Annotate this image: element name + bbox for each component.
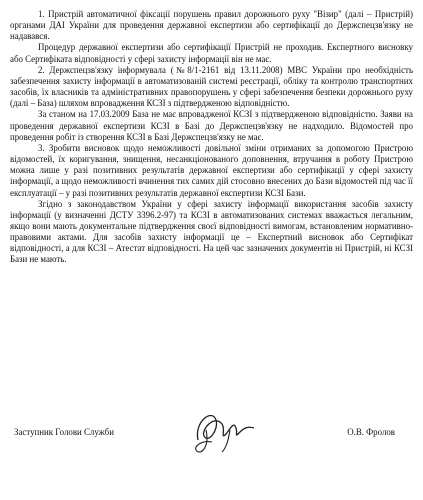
paragraph-6: Згідно з законодавством України у сфері захисту інформації використання засобів захисту інформації (у визначенні ДСТУ 3396.2-97) та КСЗІ в автоматизованих системах вважається легальним, якщо вони мають документальне підтвердження своєї відповідності вимогам, встановленим нормативно-правовими актами. Для засобів захисту інформації це – Експертний висновок або Сертифікат відповідності, а для КСЗІ – Атестат відповідності. На цей час зазначених документів ні Пристрій, ні КСЗІ Бази не мають. <box>10 198 413 265</box>
paragraph-4: За станом на 17.03.2009 База не має впровадженої КСЗІ з підтвердженою відповідністю. Заяви на проведення державної експертизи КСЗІ в Базі до Держспецзв'язку не надходило. Відомостей про проведення робіт із створення КСЗІ в Базі Держспецзв'язку не має. <box>10 109 413 142</box>
paragraph-5: 3. Зробити висновок щодо неможливості довільної зміни отриманих за допомогою Пристрою відомостей, їх коригування, знищення, несанкціонованого доповнення, втручання в роботу Пристрою можна лише у разі позитивних результатів державної експертизи або сертифікації у сфері захисту інформації, а щодо неможливості вчинення тих самих дій стосовно внесених до Бази відомостей під час її експлуатації – у разі позитивних результатів державної експертизи КСЗІ Бази. <box>10 142 413 198</box>
paragraph-1: 1. Пристрій автоматичної фіксації порушень правил дорожнього руху "Візир" (далі – Пристрій) органами ДАІ України для проведення державної експертизи або сертифікації до Держспецзв'язку не надавався. <box>10 9 413 42</box>
signer-name: О.В. Фролов <box>347 427 395 437</box>
paragraph-2: Процедур державної експертизи або сертифікації Пристрій не проходив. Експертного висновку або Сертифіката відповідності у сфері захисту інформації він не має. <box>10 42 413 64</box>
signer-title: Заступник Голови Служби <box>14 427 114 437</box>
paragraph-3: 2. Держспецзв'язку інформувала (№8/1-2161 від 13.11.2008) МВС України про необхідність забезпечення захисту інформації в автоматизованій системі реєстрації, обліку та контролю транспортних засобів, їх власників та адміністративних правопорушень у сфері забезпечення безпеки дорожнього руху (далі – База) шляхом впровадження КСЗІ з підтвердженою відповідністю. <box>10 64 413 109</box>
signature-block <box>14 400 395 460</box>
handwritten-signature <box>186 400 264 458</box>
